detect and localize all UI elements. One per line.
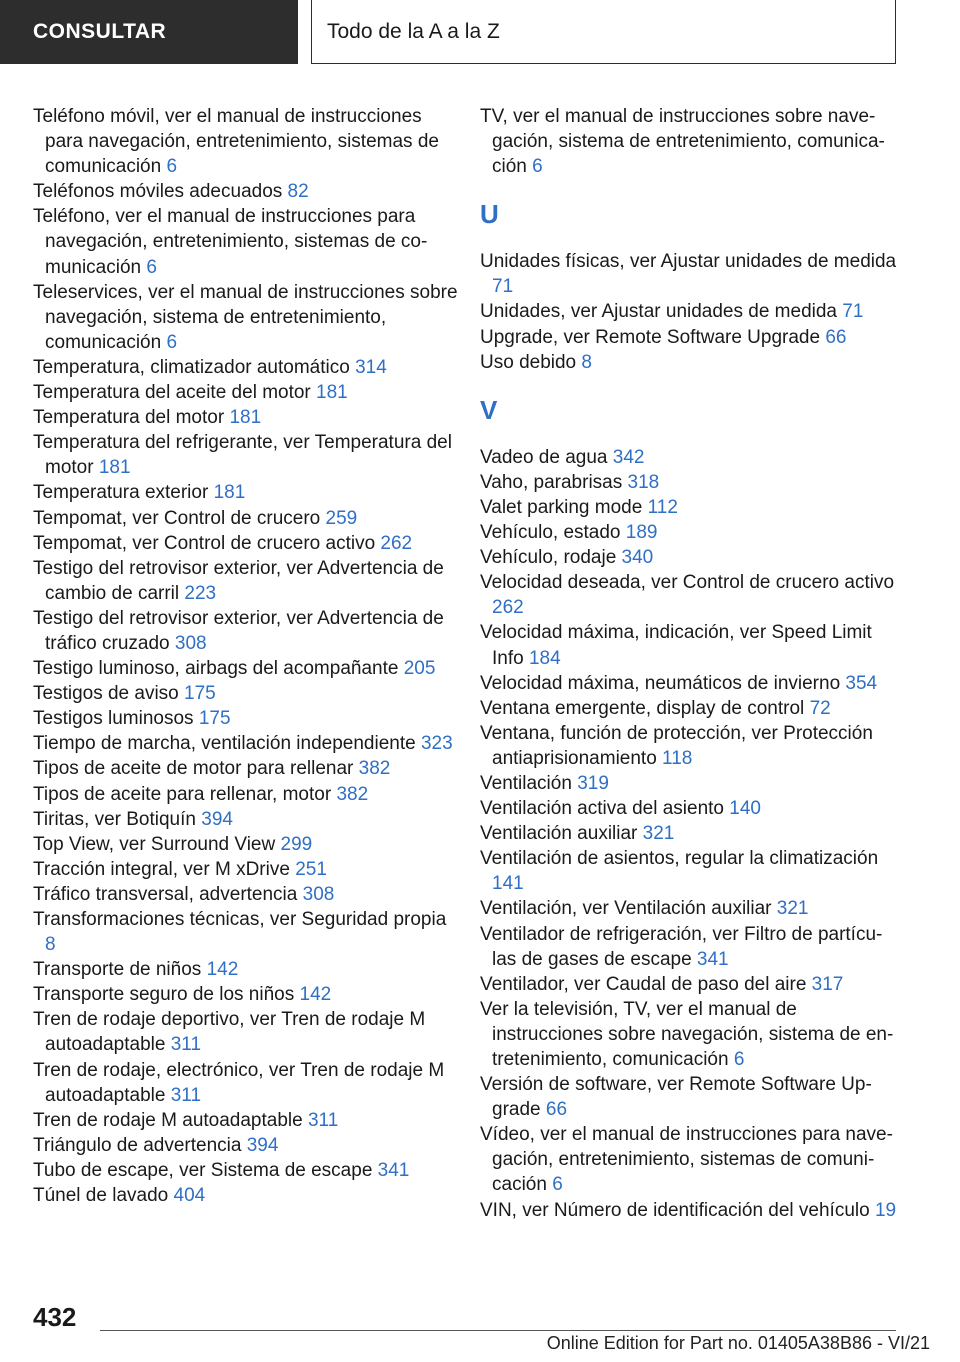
index-entry bbox=[33, 706, 458, 731]
index-entry bbox=[33, 606, 458, 656]
index-entry bbox=[33, 355, 458, 380]
page-reference-link[interactable]: 175 bbox=[184, 683, 216, 705]
index-entry bbox=[480, 1198, 900, 1223]
index-entry-text: Vehículo, rodaje bbox=[480, 547, 617, 569]
index-column-left bbox=[33, 104, 458, 1208]
index-entry-text: Temperatura del refrigerante, ver Temperatura del motor bbox=[33, 432, 452, 479]
index-entry bbox=[33, 556, 458, 606]
index-entry-text: Tipos de aceite para rellenar, motor bbox=[33, 783, 332, 805]
index-entry bbox=[33, 1158, 458, 1183]
page-reference-link[interactable]: 189 bbox=[625, 522, 658, 544]
index-entry bbox=[480, 771, 900, 796]
index-entry bbox=[33, 857, 458, 882]
index-entry bbox=[480, 821, 900, 846]
page-reference-link[interactable]: 6 bbox=[146, 256, 157, 278]
index-entry-text: Ventilación activa del asiento bbox=[480, 798, 724, 820]
index-entry bbox=[480, 671, 900, 696]
page-reference-link[interactable]: 71 bbox=[492, 276, 514, 298]
index-entry-text: Tipos de aceite de motor para rellenar bbox=[33, 758, 354, 780]
index-entry-text: Tubo de escape, ver Sistema de escape bbox=[33, 1159, 373, 1181]
page-reference-link[interactable]: 142 bbox=[206, 959, 239, 981]
index-entry-text: Ver la televisión, TV, ver el manual de instrucciones sobre navegación, sistema de entretenimiento, comunicación bbox=[480, 998, 894, 1070]
index-entry bbox=[480, 325, 900, 350]
index-entry-text: Tren de rodaje M autoadaptable bbox=[33, 1109, 303, 1131]
footer-divider bbox=[100, 1330, 896, 1331]
index-entry-text: Tiritas, ver Botiquín bbox=[33, 808, 196, 830]
page-reference-link[interactable]: 71 bbox=[842, 301, 864, 323]
page-reference-link[interactable]: 394 bbox=[201, 808, 233, 830]
index-entry bbox=[480, 520, 900, 545]
index-entry-text: Tempomat, ver Control de crucero bbox=[33, 507, 321, 529]
page-reference-link[interactable]: 311 bbox=[307, 1109, 339, 1131]
index-entry-text: Testigos luminosos bbox=[33, 708, 194, 730]
index-entry-text: Top View, ver Surround View bbox=[33, 833, 276, 855]
index-entry bbox=[480, 972, 900, 997]
index-entry-text: Velocidad máxima, neumáticos de invierno bbox=[480, 672, 841, 694]
index-entry-text: Uso debido bbox=[480, 351, 577, 373]
index-entry bbox=[33, 782, 458, 807]
index-entry-text: Tempomat, ver Control de crucero activo bbox=[33, 532, 376, 554]
index-entry-text: Vadeo de agua bbox=[480, 446, 608, 468]
page-reference-link[interactable]: 181 bbox=[316, 382, 348, 404]
index-entry bbox=[33, 882, 458, 907]
index-entry-text: Testigo del retrovisor exterior, ver Advertencia de cambio de carril bbox=[33, 557, 444, 604]
page-reference-link[interactable]: 341 bbox=[377, 1159, 410, 1181]
index-entry-text: Ventilación auxiliar bbox=[480, 823, 638, 845]
index-entry bbox=[33, 1133, 458, 1158]
index-entry bbox=[480, 896, 900, 921]
index-entry bbox=[33, 179, 458, 204]
index-entry bbox=[33, 531, 458, 556]
index-entry-text: Temperatura del motor bbox=[33, 407, 225, 429]
page-reference-link[interactable]: 8 bbox=[45, 934, 56, 956]
page-reference-link[interactable]: 142 bbox=[299, 984, 332, 1006]
index-entry bbox=[33, 832, 458, 857]
page-reference-link[interactable]: 6 bbox=[532, 156, 543, 178]
page-reference-link[interactable]: 319 bbox=[577, 772, 609, 794]
index-entry bbox=[480, 1072, 900, 1122]
index-entry-text: Vehículo, estado bbox=[480, 522, 621, 544]
index-entry bbox=[480, 922, 900, 972]
index-entry-text: Valet parking mode bbox=[480, 496, 643, 518]
index-entry-text: Unidades físicas, ver Ajustar unidades de medida bbox=[480, 251, 897, 273]
index-entry-text: Temperatura, climatizador automático bbox=[33, 356, 350, 378]
index-entry bbox=[480, 350, 900, 375]
index-letter-u: U bbox=[480, 199, 499, 230]
page-reference-link[interactable]: 308 bbox=[174, 632, 207, 654]
page-reference-link[interactable]: 140 bbox=[729, 798, 761, 820]
index-entry bbox=[480, 495, 900, 520]
page-reference-link[interactable]: 382 bbox=[358, 758, 391, 780]
page-reference-link[interactable]: 66 bbox=[825, 326, 847, 348]
page-reference-link[interactable]: 262 bbox=[380, 532, 413, 554]
index-entry bbox=[480, 796, 900, 821]
index-entry-text: Túnel de lavado bbox=[33, 1185, 169, 1207]
index-entry bbox=[33, 731, 458, 756]
index-entry bbox=[33, 907, 458, 957]
page-reference-link[interactable]: 175 bbox=[198, 708, 231, 730]
page-reference-link[interactable]: 321 bbox=[776, 898, 809, 920]
index-entry bbox=[33, 380, 458, 405]
index-entry-text: TV, ver el manual de instrucciones sobre navegación, sistema de entretenimiento, comunicación bbox=[480, 106, 885, 178]
index-entry bbox=[33, 1007, 458, 1057]
index-entry-text: Ventana, función de protección, ver Protección antiaprisionamiento bbox=[480, 722, 873, 769]
index-entry-text: Ventilador, ver Caudal de paso del aire bbox=[480, 973, 807, 995]
index-entry-text: Vídeo, ver el manual de instrucciones para navegación, entretenimiento, sistemas de comunicación bbox=[480, 1124, 893, 1196]
page-reference-link[interactable]: 6 bbox=[733, 1049, 745, 1070]
page-reference-link[interactable]: 184 bbox=[528, 647, 561, 669]
index-entry-text: Transformaciones técnicas, ver Seguridad propia bbox=[33, 909, 447, 930]
page-reference-link[interactable]: 6 bbox=[552, 1174, 563, 1196]
index-entry-text: Velocidad deseada, ver Control de crucero activo bbox=[480, 572, 895, 594]
index-entry-text: Velocidad máxima, indicación, ver Speed Limit Info bbox=[480, 622, 872, 669]
section-tab: CONSULTAR bbox=[0, 0, 298, 64]
page-reference-link[interactable]: 340 bbox=[621, 547, 654, 569]
index-entry-text: Upgrade, ver Remote Software Upgrade bbox=[480, 326, 821, 348]
index-entry-text: VIN, ver Número de identificación del vehículo bbox=[480, 1199, 870, 1221]
index-entry-text: Tiempo de marcha, ventilación independiente bbox=[33, 733, 416, 755]
page-reference-link[interactable]: 341 bbox=[696, 948, 729, 970]
page-reference-link[interactable]: 82 bbox=[287, 181, 309, 203]
index-entry-text: Vaho, parabrisas bbox=[480, 471, 623, 493]
index-entry bbox=[33, 430, 458, 480]
index-entry-text: Testigos de aviso bbox=[33, 683, 179, 705]
page-reference-link[interactable]: 72 bbox=[809, 697, 831, 719]
index-entry bbox=[480, 299, 900, 324]
index-entry bbox=[33, 280, 458, 355]
page-reference-link[interactable]: 323 bbox=[420, 733, 453, 755]
index-entry bbox=[480, 104, 900, 179]
index-entry bbox=[480, 997, 900, 1072]
index-entry-text: Tren de rodaje deportivo, ver Tren de rodaje M autoadaptable bbox=[33, 1009, 426, 1056]
index-entry-text: Testigo luminoso, airbags del acompañante bbox=[33, 658, 399, 680]
index-entry-text: Unidades, ver Ajustar unidades de medida bbox=[480, 301, 838, 323]
page-header bbox=[0, 0, 960, 66]
index-entry-text: Transporte seguro de los niños bbox=[33, 984, 295, 1006]
page-reference-link[interactable]: 314 bbox=[355, 356, 387, 378]
index-entry-text: Triángulo de advertencia bbox=[33, 1134, 242, 1156]
index-entry-text: Ventilación, ver Ventilación auxiliar bbox=[480, 898, 772, 920]
page-reference-link[interactable]: 262 bbox=[492, 597, 524, 619]
page-reference-link[interactable]: 321 bbox=[642, 823, 675, 845]
page-reference-link[interactable]: 354 bbox=[845, 672, 878, 694]
page-reference-link[interactable]: 118 bbox=[662, 747, 693, 769]
page-reference-link[interactable]: 259 bbox=[325, 507, 358, 529]
index-entry bbox=[480, 721, 900, 771]
index-entry-text: Teleservices, ver el manual de instrucciones sobre navegación, sistema de entretenimiento, comunicación bbox=[33, 281, 458, 353]
index-entry bbox=[480, 470, 900, 495]
page-reference-link[interactable]: 311 bbox=[170, 1084, 202, 1106]
chapter-title: Todo de la A a la Z bbox=[311, 0, 896, 64]
page-reference-link[interactable]: 223 bbox=[184, 582, 217, 604]
index-entry bbox=[480, 696, 900, 721]
index-entry-text: Ventilador de refrigeración, ver Filtro de partículas de gases de escape bbox=[480, 923, 883, 970]
index-entry bbox=[33, 1183, 458, 1208]
page-reference-link[interactable]: 6 bbox=[166, 331, 178, 353]
page-number: 432 bbox=[33, 1302, 77, 1332]
page-reference-link[interactable]: 394 bbox=[246, 1134, 279, 1156]
page-reference-link[interactable]: 342 bbox=[612, 446, 645, 468]
index-entry-text: Temperatura exterior bbox=[33, 482, 209, 504]
index-entry-text: Teléfono, ver el manual de instrucciones para navegación, entretenimiento, sistemas de comunicación bbox=[33, 206, 428, 278]
index-entry bbox=[33, 1108, 458, 1133]
index-entry-text: Ventana emergente, display de control bbox=[480, 697, 805, 719]
page-reference-link[interactable]: 205 bbox=[403, 658, 436, 680]
index-entry bbox=[480, 846, 900, 896]
index-entry bbox=[33, 1058, 458, 1108]
index-entry-text: Versión de software, ver Remote Software Upgrade bbox=[480, 1074, 872, 1121]
index-letter-v: V bbox=[480, 394, 498, 425]
index-entry bbox=[33, 756, 458, 781]
index-entry bbox=[480, 570, 900, 620]
index-entry bbox=[33, 982, 458, 1007]
page-reference-link[interactable]: 181 bbox=[98, 457, 131, 479]
index-entry-text: Temperatura del aceite del motor bbox=[33, 382, 311, 404]
index-entry bbox=[33, 656, 458, 681]
index-entry bbox=[33, 957, 458, 982]
index-entry bbox=[480, 445, 900, 470]
index-entry bbox=[33, 204, 458, 279]
index-entry-text: Testigo del retrovisor exterior, ver Advertencia de tráfico cruzado bbox=[33, 607, 444, 654]
index-entry-text: Tracción integral, ver M xDrive bbox=[33, 858, 290, 880]
index-entry-text: Ventilación de asientos, regular la climatización bbox=[480, 848, 879, 870]
index-entry bbox=[480, 1122, 900, 1197]
index-entry-text: Tren de rodaje, electrónico, ver Tren de rodaje M autoadaptable bbox=[33, 1059, 445, 1106]
index-entry-text: Teléfono móvil, ver el manual de instrucciones para navegación, entretenimiento, sistemas de comunicación bbox=[33, 106, 439, 178]
page-reference-link[interactable]: 382 bbox=[336, 783, 369, 805]
page-reference-link[interactable]: 8 bbox=[581, 351, 592, 373]
page-reference-link[interactable]: 19 bbox=[874, 1199, 897, 1221]
page-reference-link[interactable]: 311 bbox=[170, 1034, 202, 1056]
index-entry bbox=[33, 104, 458, 179]
page-reference-link[interactable]: 317 bbox=[811, 973, 844, 995]
page-reference-link[interactable]: 318 bbox=[627, 471, 660, 493]
index-entry bbox=[33, 681, 458, 706]
page-reference-link[interactable]: 308 bbox=[302, 883, 335, 905]
index-entry bbox=[480, 620, 900, 670]
page-reference-link[interactable]: 141 bbox=[492, 873, 524, 895]
index-entry-text: Ventilación bbox=[480, 772, 572, 794]
index-entry bbox=[480, 545, 900, 570]
index-entry-text: Tráfico transversal, advertencia bbox=[33, 883, 298, 905]
page-reference-link[interactable]: 181 bbox=[229, 407, 262, 429]
page-reference-link[interactable]: 112 bbox=[647, 496, 678, 518]
page-reference-link[interactable]: 181 bbox=[213, 482, 246, 504]
index-entry bbox=[480, 249, 900, 299]
page-reference-link[interactable]: 66 bbox=[545, 1099, 568, 1121]
page-reference-link[interactable]: 251 bbox=[295, 858, 327, 880]
index-entry bbox=[33, 807, 458, 832]
footer-edition: Online Edition for Part no. 01405A38B86 - VI/21 bbox=[546, 1333, 930, 1353]
index-entry bbox=[33, 506, 458, 531]
index-column-right bbox=[480, 104, 900, 1223]
index-entry-text: Transporte de niños bbox=[33, 959, 202, 981]
page-reference-link[interactable]: 6 bbox=[166, 156, 178, 178]
page-reference-link[interactable]: 299 bbox=[280, 833, 313, 855]
index-entry bbox=[33, 405, 458, 430]
index-entry-text: Teléfonos móviles adecuados bbox=[33, 181, 283, 203]
page-reference-link[interactable]: 404 bbox=[173, 1185, 206, 1207]
index-entry bbox=[33, 480, 458, 505]
